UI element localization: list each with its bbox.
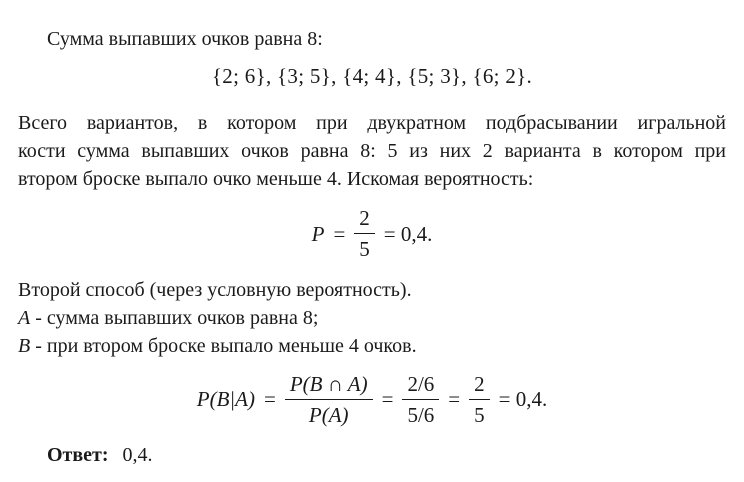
formula2-fraction-values	[402, 371, 439, 428]
event-a-text: - сумма выпавших очков равна 8;	[35, 307, 319, 329]
paragraph-line-3: втором броске выпало очко меньше 4. Искомая вероятность:	[18, 168, 534, 190]
answer-label: Ответ:	[47, 444, 109, 466]
formula1-fraction-denominator: 5	[359, 237, 370, 261]
formula1-result: = 0,4.	[383, 221, 433, 246]
conditional-probability-formula	[18, 370, 726, 428]
second-method-heading: Второй способ (через условную вероятность).	[18, 279, 412, 301]
paragraph-line-2: кости сумма выпавших очков равна 8: 5 из них 2 варианта в котором при	[18, 140, 726, 162]
event-b-definition	[18, 332, 726, 360]
paragraph-line-1: Всего вариантов, в котором при двукратном подбрасывании игральной	[18, 112, 726, 134]
outcomes-line: {2; 6}, {3; 5}, {4; 4}, {5; 3}, {6; 2}.	[211, 64, 533, 88]
answer-line	[18, 441, 726, 469]
formula2-fraction-events	[285, 371, 373, 428]
formula2-frac2-numerator: 2/6	[402, 371, 439, 400]
intro-line: Сумма выпавших очков равна 8:	[47, 28, 323, 50]
formula1-lhs: P	[311, 221, 325, 246]
solution-paragraph	[18, 109, 726, 193]
formula2-equals-1: =	[264, 387, 276, 411]
event-b-symbol: B	[18, 335, 31, 357]
formula2-frac3-denominator: 5	[474, 402, 485, 427]
formula2-result: = 0,4.	[498, 387, 548, 411]
formula2-frac1-denominator: P(A)	[308, 402, 349, 427]
formula2-frac3-numerator: 2	[469, 371, 490, 400]
formula2-frac2-denominator: 5/6	[407, 402, 435, 427]
event-b-text: - при втором броске выпало меньше 4 очков.	[35, 335, 417, 357]
formula1-fraction	[354, 205, 375, 262]
formula2-lhs: P(B|A)	[196, 387, 255, 411]
formula2-equals-3: =	[448, 387, 461, 411]
probability-formula	[18, 205, 726, 262]
formula2-frac1-numerator: P(B ∩ A)	[285, 371, 373, 400]
second-method-section	[18, 276, 726, 360]
event-a-definition	[18, 304, 726, 332]
formula2-equals-2: =	[381, 387, 394, 411]
formula1-fraction-numerator: 2	[354, 205, 375, 234]
formula1-equals: =	[333, 221, 346, 246]
answer-value: 0,4.	[122, 444, 153, 466]
event-a-symbol: A	[18, 307, 31, 329]
formula2-fraction-reduced	[469, 371, 490, 428]
